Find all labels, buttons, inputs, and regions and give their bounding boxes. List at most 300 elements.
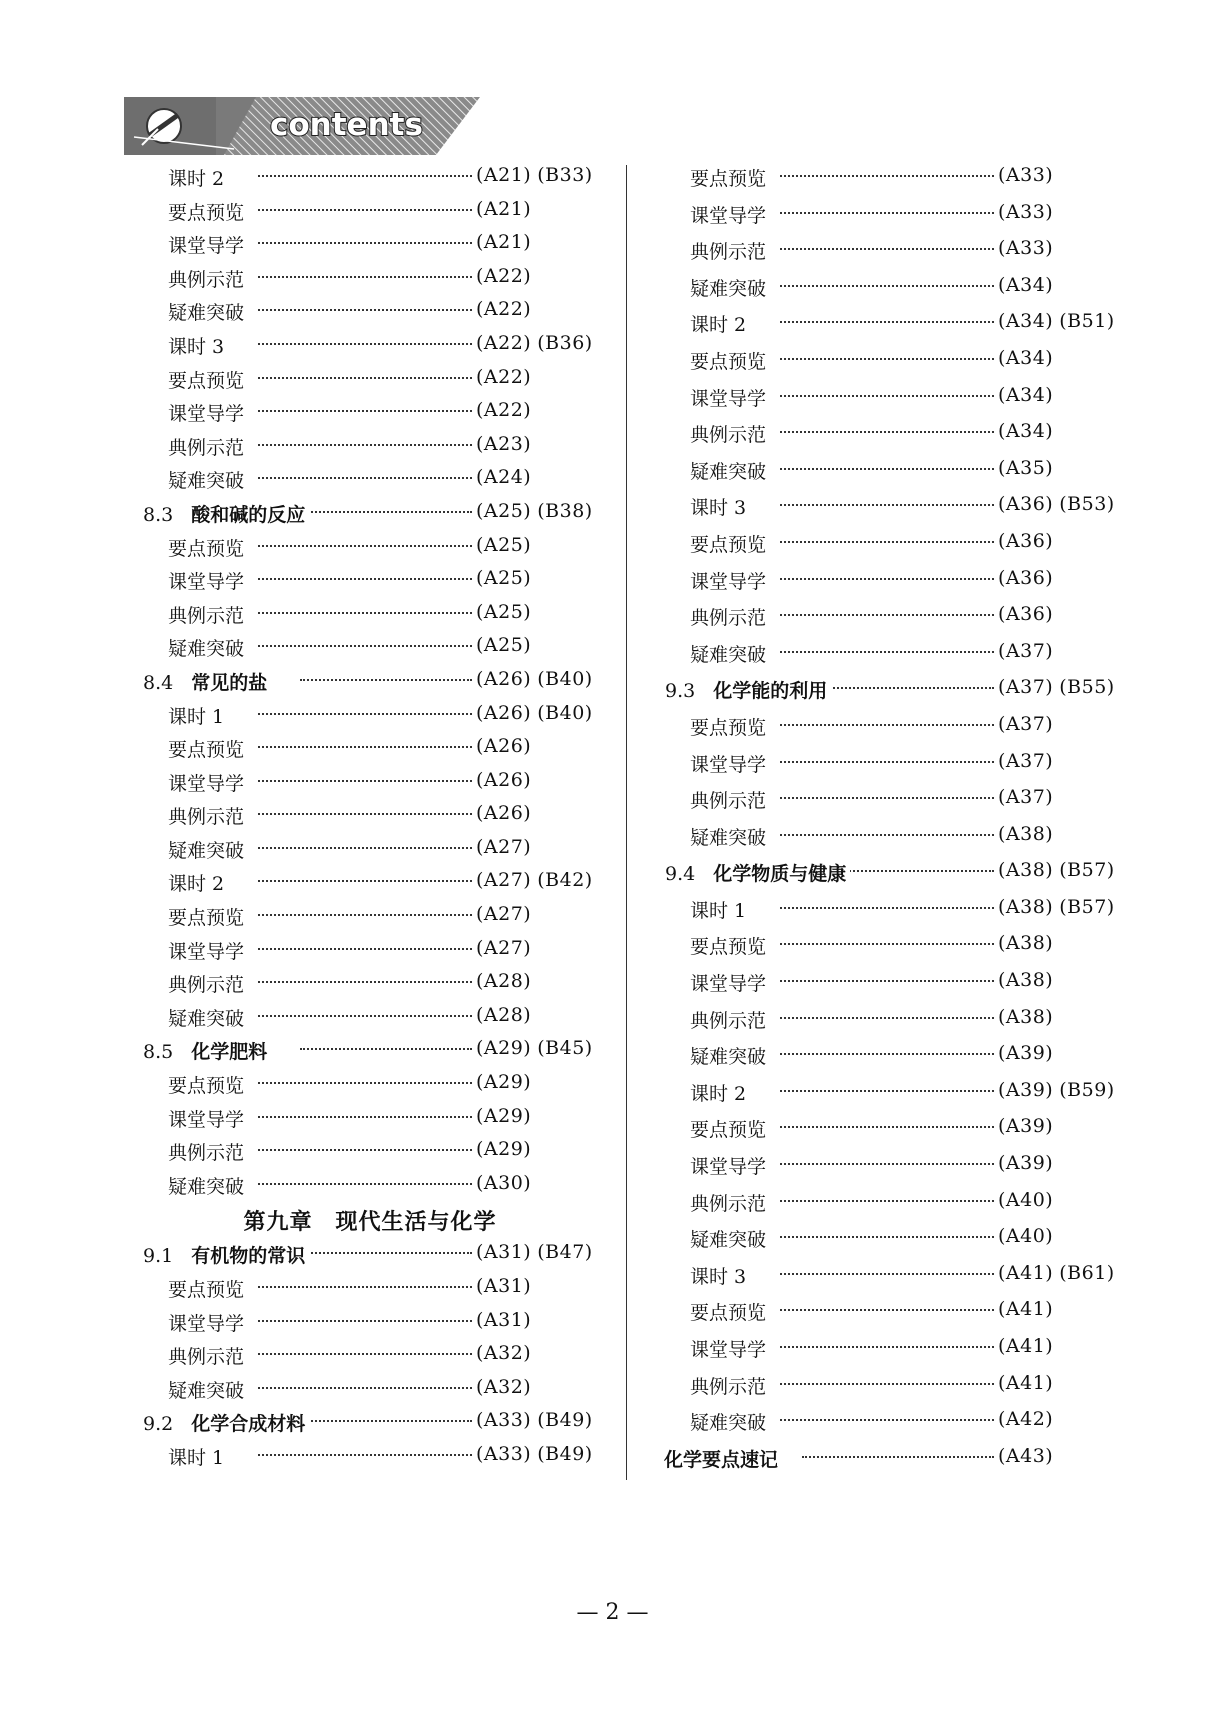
toc-entry-section bbox=[140, 1239, 600, 1273]
page-refs bbox=[476, 332, 593, 354]
toc-entry-sub bbox=[662, 418, 1122, 455]
page-ref-a: (A39) bbox=[998, 1042, 1054, 1065]
toc-entry-sub bbox=[662, 1040, 1122, 1077]
dot-leader bbox=[780, 1126, 994, 1128]
entry-title: 课时 3 bbox=[168, 332, 228, 359]
toc-entry-chapter bbox=[140, 1203, 600, 1239]
section-name: 有机物的常识 bbox=[191, 1245, 306, 1268]
entry-title: 典例示范 bbox=[690, 1372, 770, 1399]
dot-leader bbox=[780, 541, 994, 543]
dot-leader bbox=[780, 797, 994, 799]
page-ref-a: (A33) bbox=[998, 164, 1054, 186]
page-refs bbox=[998, 201, 1053, 223]
toc-entry-sub bbox=[140, 1002, 600, 1036]
page-ref-b: (B38) bbox=[537, 499, 593, 522]
entry-title: 要点预览 bbox=[690, 530, 770, 557]
page-ref-a: (A38) bbox=[998, 859, 1054, 882]
section-title bbox=[665, 859, 850, 886]
section-name: 常见的盐 bbox=[191, 671, 268, 694]
entry-title: 疑难突破 bbox=[690, 274, 770, 301]
section-name: 化学肥料 bbox=[191, 1041, 268, 1064]
page-ref-b: (B45) bbox=[537, 1037, 593, 1060]
page-ref-a: (A39) bbox=[998, 1078, 1054, 1101]
page-refs bbox=[476, 903, 531, 925]
toc-entry-sub bbox=[140, 968, 600, 1002]
page-refs bbox=[476, 937, 531, 959]
toc-entry-sub bbox=[140, 397, 600, 431]
page-refs bbox=[476, 466, 531, 488]
entry-title: 课堂导学 bbox=[690, 1152, 770, 1179]
page-ref-a: (A37) bbox=[998, 786, 1054, 809]
entry-title: 典例示范 bbox=[690, 1006, 770, 1033]
toc-entry-sub bbox=[140, 935, 600, 969]
toc-entry-sub bbox=[662, 455, 1122, 492]
entry-title: 典例示范 bbox=[690, 1189, 770, 1216]
dot-leader bbox=[780, 907, 994, 909]
toc-entry-sub bbox=[662, 1187, 1122, 1224]
dot-leader bbox=[780, 1053, 994, 1055]
page-ref-a: (A27) bbox=[476, 835, 532, 858]
page-ref-a: (A21) bbox=[476, 164, 532, 186]
dot-leader bbox=[780, 321, 994, 323]
page-refs bbox=[998, 237, 1053, 259]
dot-leader bbox=[258, 981, 472, 983]
section-number: 9.4 bbox=[665, 863, 696, 886]
page-ref-a: (A30) bbox=[476, 1171, 532, 1194]
page-ref-a: (A25) bbox=[476, 567, 532, 590]
page-ref-a: (A41) bbox=[998, 1298, 1054, 1321]
toc-entry-lesson bbox=[140, 867, 600, 901]
entry-title: 典例示范 bbox=[690, 237, 770, 264]
page-ref-a: (A26) bbox=[476, 667, 532, 690]
entry-title: 化学要点速记 bbox=[664, 1445, 782, 1472]
toc-entry-sub bbox=[662, 1370, 1122, 1407]
page-ref-a: (A41) bbox=[998, 1371, 1054, 1394]
toc-entry-lesson bbox=[140, 1441, 600, 1475]
dot-leader bbox=[780, 578, 994, 580]
page-refs bbox=[476, 567, 531, 589]
page-ref-a: (A31) bbox=[476, 1275, 532, 1297]
toc-entry-lesson bbox=[662, 1077, 1122, 1114]
banner-text: contents bbox=[270, 107, 423, 143]
page-ref-a: (A39) bbox=[998, 1115, 1054, 1138]
page-ref-a: (A29) bbox=[476, 1037, 532, 1060]
section-title bbox=[665, 676, 831, 703]
toc-entry-sub bbox=[662, 1150, 1122, 1187]
toc-entry-sub bbox=[140, 1307, 600, 1341]
entry-title: 课时 2 bbox=[168, 164, 228, 191]
page-ref-a: (A42) bbox=[998, 1408, 1054, 1431]
entry-title: 疑难突破 bbox=[168, 298, 248, 325]
page-ref-a: (A22) bbox=[476, 399, 532, 422]
section-title bbox=[143, 1409, 309, 1436]
entry-title: 典例示范 bbox=[690, 420, 770, 447]
page-refs bbox=[998, 1445, 1053, 1467]
toc-entry-sub bbox=[140, 733, 600, 767]
entry-title: 疑难突破 bbox=[168, 634, 248, 661]
toc-entry-sub bbox=[140, 565, 600, 599]
toc-entry-sub bbox=[662, 1406, 1122, 1443]
page-refs bbox=[476, 869, 593, 891]
page-ref-a: (A27) bbox=[476, 903, 532, 926]
page-ref-a: (A35) bbox=[998, 456, 1054, 479]
toc-entry-sub bbox=[140, 532, 600, 566]
toc-entry-sub bbox=[140, 296, 600, 330]
dot-leader bbox=[780, 1383, 994, 1385]
page-refs bbox=[476, 836, 531, 858]
dot-leader bbox=[300, 1252, 472, 1254]
page-refs bbox=[998, 1115, 1053, 1137]
entry-title: 要点预览 bbox=[168, 366, 248, 393]
entry-title: 要点预览 bbox=[168, 903, 248, 930]
dot-leader bbox=[258, 914, 472, 916]
page-refs bbox=[998, 1262, 1115, 1284]
page-ref-a: (A36) bbox=[998, 529, 1054, 552]
page-ref-a: (A43) bbox=[998, 1444, 1054, 1467]
entry-title: 课时 2 bbox=[690, 1079, 750, 1106]
toc-entry-section bbox=[662, 674, 1122, 711]
page-ref-a: (A21) bbox=[476, 197, 532, 220]
page-ref-b: (B49) bbox=[537, 1442, 593, 1465]
page-ref-b: (B40) bbox=[537, 667, 593, 690]
page-refs bbox=[998, 347, 1053, 369]
dot-leader bbox=[258, 1116, 472, 1118]
page-ref-a: (A32) bbox=[476, 1342, 532, 1365]
page-ref-a: (A34) bbox=[998, 420, 1054, 443]
dot-leader bbox=[258, 1149, 472, 1151]
entry-title: 课堂导学 bbox=[690, 201, 770, 228]
page-ref-a: (A22) bbox=[476, 264, 532, 287]
section-name: 化学能的利用 bbox=[713, 680, 828, 703]
toc-entry-sub bbox=[662, 345, 1122, 382]
section-title bbox=[143, 1241, 309, 1268]
dot-leader bbox=[780, 1163, 994, 1165]
page-refs bbox=[998, 1335, 1053, 1357]
dot-leader bbox=[258, 948, 472, 950]
toc-entry-sub bbox=[662, 784, 1122, 821]
page-refs bbox=[476, 702, 593, 724]
page-ref-a: (A25) bbox=[476, 634, 532, 657]
page-refs bbox=[476, 1105, 531, 1127]
page-refs bbox=[476, 735, 531, 757]
dot-leader bbox=[258, 242, 472, 244]
page-ref-a: (A25) bbox=[476, 600, 532, 623]
entry-title: 疑难突破 bbox=[690, 1225, 770, 1252]
dot-leader bbox=[780, 651, 994, 653]
page-ref-a: (A29) bbox=[476, 1104, 532, 1127]
page-ref-a: (A24) bbox=[476, 466, 532, 489]
page-refs bbox=[476, 802, 531, 824]
toc-entry-section bbox=[140, 1035, 600, 1069]
dot-leader bbox=[780, 943, 994, 945]
page-refs bbox=[476, 164, 593, 186]
dot-leader bbox=[780, 468, 994, 470]
toc-entry-sub bbox=[140, 364, 600, 398]
entry-title: 课时 1 bbox=[168, 702, 228, 729]
page-ref-b: (B33) bbox=[537, 164, 593, 186]
toc-entry-sub bbox=[662, 1004, 1122, 1041]
toc-entry-sub bbox=[140, 599, 600, 633]
entry-title: 疑难突破 bbox=[690, 640, 770, 667]
section-number: 9.1 bbox=[143, 1245, 174, 1268]
toc-entry-sub bbox=[662, 565, 1122, 602]
page-ref-a: (A27) bbox=[476, 936, 532, 959]
dot-leader bbox=[780, 1017, 994, 1019]
entry-title: 典例示范 bbox=[168, 265, 248, 292]
column-divider bbox=[626, 165, 627, 1480]
page-refs bbox=[476, 1241, 593, 1263]
toc-entry-sub bbox=[140, 1103, 600, 1137]
dot-leader bbox=[258, 377, 472, 379]
entry-title: 课堂导学 bbox=[690, 384, 770, 411]
page-refs bbox=[476, 366, 531, 388]
page-refs bbox=[998, 640, 1053, 662]
page-ref-b: (B59) bbox=[1059, 1078, 1115, 1101]
page-refs bbox=[476, 970, 531, 992]
page-refs bbox=[998, 859, 1115, 881]
entry-title: 要点预览 bbox=[690, 932, 770, 959]
dot-leader bbox=[780, 1090, 994, 1092]
page-refs bbox=[476, 1037, 593, 1059]
dot-leader bbox=[780, 834, 994, 836]
page-ref-a: (A25) bbox=[476, 499, 532, 522]
page-refs bbox=[998, 1152, 1053, 1174]
toc-entry-sub bbox=[662, 1113, 1122, 1150]
page-ref-a: (A40) bbox=[998, 1225, 1054, 1248]
section-number: 8.4 bbox=[143, 671, 174, 694]
entry-title: 课堂导学 bbox=[168, 937, 248, 964]
toc-entry-lesson bbox=[662, 1260, 1122, 1297]
toc-entry-sub bbox=[140, 1374, 600, 1408]
page-refs bbox=[476, 198, 531, 220]
page-refs bbox=[998, 603, 1053, 625]
entry-title: 课堂导学 bbox=[690, 567, 770, 594]
entry-title: 课时 1 bbox=[690, 896, 750, 923]
toc-entry-sub bbox=[662, 272, 1122, 309]
dot-leader bbox=[258, 1183, 472, 1185]
entry-title: 典例示范 bbox=[690, 786, 770, 813]
page-refs bbox=[998, 164, 1053, 186]
page-refs bbox=[998, 530, 1053, 552]
entry-title: 课堂导学 bbox=[690, 750, 770, 777]
page-refs bbox=[476, 1409, 593, 1431]
toc-entry-lesson bbox=[140, 700, 600, 734]
toc-entry-lesson bbox=[662, 894, 1122, 931]
dot-leader bbox=[780, 614, 994, 616]
entry-title: 典例示范 bbox=[168, 601, 248, 628]
toc-entry-sub bbox=[140, 800, 600, 834]
dot-leader bbox=[802, 1456, 994, 1458]
page-refs bbox=[998, 969, 1053, 991]
entry-title: 课时 3 bbox=[690, 493, 750, 520]
page-ref-b: (B47) bbox=[537, 1241, 593, 1264]
page-refs bbox=[998, 567, 1053, 589]
page-ref-a: (A40) bbox=[998, 1188, 1054, 1211]
section-title bbox=[143, 500, 309, 527]
page-ref-a: (A28) bbox=[476, 970, 532, 993]
dot-leader bbox=[258, 1387, 472, 1389]
entry-title: 疑难突破 bbox=[690, 457, 770, 484]
page-refs bbox=[998, 1042, 1053, 1064]
dot-leader bbox=[780, 1309, 994, 1311]
toc-entry-sub bbox=[662, 601, 1122, 638]
entry-title: 要点预览 bbox=[690, 347, 770, 374]
page-refs bbox=[476, 1275, 531, 1297]
page-refs bbox=[998, 823, 1053, 845]
dot-leader bbox=[258, 1320, 472, 1322]
toc-entry-sub bbox=[140, 901, 600, 935]
dot-leader bbox=[300, 1420, 472, 1422]
toc-entry-sub bbox=[662, 382, 1122, 419]
dot-leader bbox=[780, 1419, 994, 1421]
toc-entry-sub bbox=[140, 1069, 600, 1103]
dot-leader bbox=[258, 1286, 472, 1288]
toc-entry-sub bbox=[662, 821, 1122, 858]
contents-banner bbox=[124, 97, 480, 155]
toc-entry-sub bbox=[140, 1273, 600, 1307]
entry-title: 课堂导学 bbox=[168, 1309, 248, 1336]
page-number: — 2 — bbox=[576, 1600, 649, 1625]
toc-entry-sub bbox=[662, 162, 1122, 199]
dot-leader bbox=[258, 410, 472, 412]
page-refs bbox=[476, 769, 531, 791]
entry-title: 要点预览 bbox=[168, 1275, 248, 1302]
page-refs bbox=[998, 1006, 1053, 1028]
page-ref-a: (A37) bbox=[998, 676, 1054, 699]
page-refs bbox=[998, 1298, 1053, 1320]
dot-leader bbox=[780, 1200, 994, 1202]
page-ref-a: (A33) bbox=[998, 200, 1054, 223]
entry-title: 疑难突破 bbox=[690, 823, 770, 850]
entry-title: 要点预览 bbox=[690, 164, 770, 191]
entry-title: 疑难突破 bbox=[168, 1376, 248, 1403]
section-name: 化学合成材料 bbox=[191, 1413, 306, 1436]
page-refs bbox=[476, 265, 531, 287]
page-refs bbox=[998, 493, 1115, 515]
page-ref-b: (B61) bbox=[1059, 1261, 1115, 1284]
dot-leader bbox=[258, 813, 472, 815]
page-ref-a: (A26) bbox=[476, 768, 532, 791]
entry-title: 典例示范 bbox=[168, 1138, 248, 1165]
dot-leader bbox=[258, 578, 472, 580]
dot-leader bbox=[780, 431, 994, 433]
entry-title: 典例示范 bbox=[168, 802, 248, 829]
page-ref-a: (A22) bbox=[476, 365, 532, 388]
entry-title: 典例示范 bbox=[168, 433, 248, 460]
page-ref-a: (A37) bbox=[998, 639, 1054, 662]
toc-entry-sub bbox=[662, 1333, 1122, 1370]
entry-title: 课堂导学 bbox=[168, 769, 248, 796]
entry-title: 课堂导学 bbox=[168, 567, 248, 594]
dot-leader bbox=[822, 687, 994, 689]
toc-entry-lesson bbox=[140, 162, 600, 196]
toc-entry-misc bbox=[662, 1443, 1122, 1480]
section-number: 8.5 bbox=[143, 1041, 174, 1064]
entry-title: 疑难突破 bbox=[168, 836, 248, 863]
toc-entry-sub bbox=[662, 1223, 1122, 1260]
dot-leader bbox=[258, 880, 472, 882]
page-ref-b: (B55) bbox=[1059, 676, 1115, 699]
page-refs bbox=[476, 433, 531, 455]
dot-leader bbox=[300, 679, 472, 681]
dot-leader bbox=[258, 780, 472, 782]
page-ref-a: (A34) bbox=[998, 310, 1054, 333]
page-refs bbox=[998, 1372, 1053, 1394]
page-ref-a: (A33) bbox=[998, 237, 1054, 260]
entry-title: 要点预览 bbox=[168, 534, 248, 561]
entry-title: 疑难突破 bbox=[690, 1042, 770, 1069]
page-ref-a: (A31) bbox=[476, 1308, 532, 1331]
section-number: 8.3 bbox=[143, 503, 174, 526]
page-ref-a: (A33) bbox=[476, 1409, 532, 1432]
page-refs bbox=[998, 932, 1053, 954]
entry-title: 要点预览 bbox=[690, 713, 770, 740]
page-refs bbox=[476, 1172, 531, 1194]
page-refs bbox=[998, 1079, 1115, 1101]
page-ref-a: (A36) bbox=[998, 493, 1054, 516]
page-refs bbox=[998, 786, 1053, 808]
entry-title: 典例示范 bbox=[168, 1342, 248, 1369]
page-refs bbox=[476, 298, 531, 320]
toc-entry-sub bbox=[662, 528, 1122, 565]
toc-entry-sub bbox=[140, 632, 600, 666]
dot-leader bbox=[780, 212, 994, 214]
chapter-title: 第九章 现代生活与化学 bbox=[243, 1210, 497, 1236]
page-ref-a: (A23) bbox=[476, 432, 532, 455]
page-ref-b: (B40) bbox=[537, 701, 593, 724]
page-ref-a: (A37) bbox=[998, 712, 1054, 735]
entry-title: 课时 2 bbox=[690, 310, 750, 337]
dot-leader bbox=[258, 1082, 472, 1084]
dot-leader bbox=[300, 1048, 472, 1050]
dot-leader bbox=[780, 248, 994, 250]
page-refs bbox=[998, 896, 1115, 918]
dot-leader bbox=[780, 1273, 994, 1275]
toc-column-right bbox=[662, 162, 1122, 1479]
page-ref-b: (B42) bbox=[537, 869, 593, 892]
dot-leader bbox=[258, 746, 472, 748]
dot-leader bbox=[780, 1236, 994, 1238]
page-ref-a: (A26) bbox=[476, 735, 532, 758]
entry-title: 课堂导学 bbox=[690, 969, 770, 996]
page-ref-a: (A38) bbox=[998, 822, 1054, 845]
page-ref-a: (A29) bbox=[476, 1071, 532, 1094]
page-refs bbox=[476, 1376, 531, 1398]
page-refs bbox=[998, 1408, 1053, 1430]
page-ref-a: (A34) bbox=[998, 346, 1054, 369]
page-ref-a: (A22) bbox=[476, 298, 532, 321]
dot-leader bbox=[780, 761, 994, 763]
dot-leader bbox=[780, 980, 994, 982]
page-ref-a: (A31) bbox=[476, 1241, 532, 1264]
entry-title: 课时 1 bbox=[168, 1443, 228, 1470]
dot-leader bbox=[258, 276, 472, 278]
page-refs bbox=[998, 1225, 1053, 1247]
page-ref-a: (A38) bbox=[998, 932, 1054, 955]
dot-leader bbox=[780, 358, 994, 360]
page-ref-a: (A26) bbox=[476, 802, 532, 825]
dot-leader bbox=[258, 343, 472, 345]
toc-entry-sub bbox=[140, 464, 600, 498]
toc-entry-lesson bbox=[662, 308, 1122, 345]
page-refs bbox=[476, 500, 593, 522]
page-ref-a: (A37) bbox=[998, 749, 1054, 772]
page-ref-a: (A36) bbox=[998, 603, 1054, 626]
page-refs bbox=[998, 713, 1053, 735]
page-ref-a: (A33) bbox=[476, 1442, 532, 1465]
page-refs bbox=[476, 231, 531, 253]
toc-entry-sub bbox=[140, 196, 600, 230]
